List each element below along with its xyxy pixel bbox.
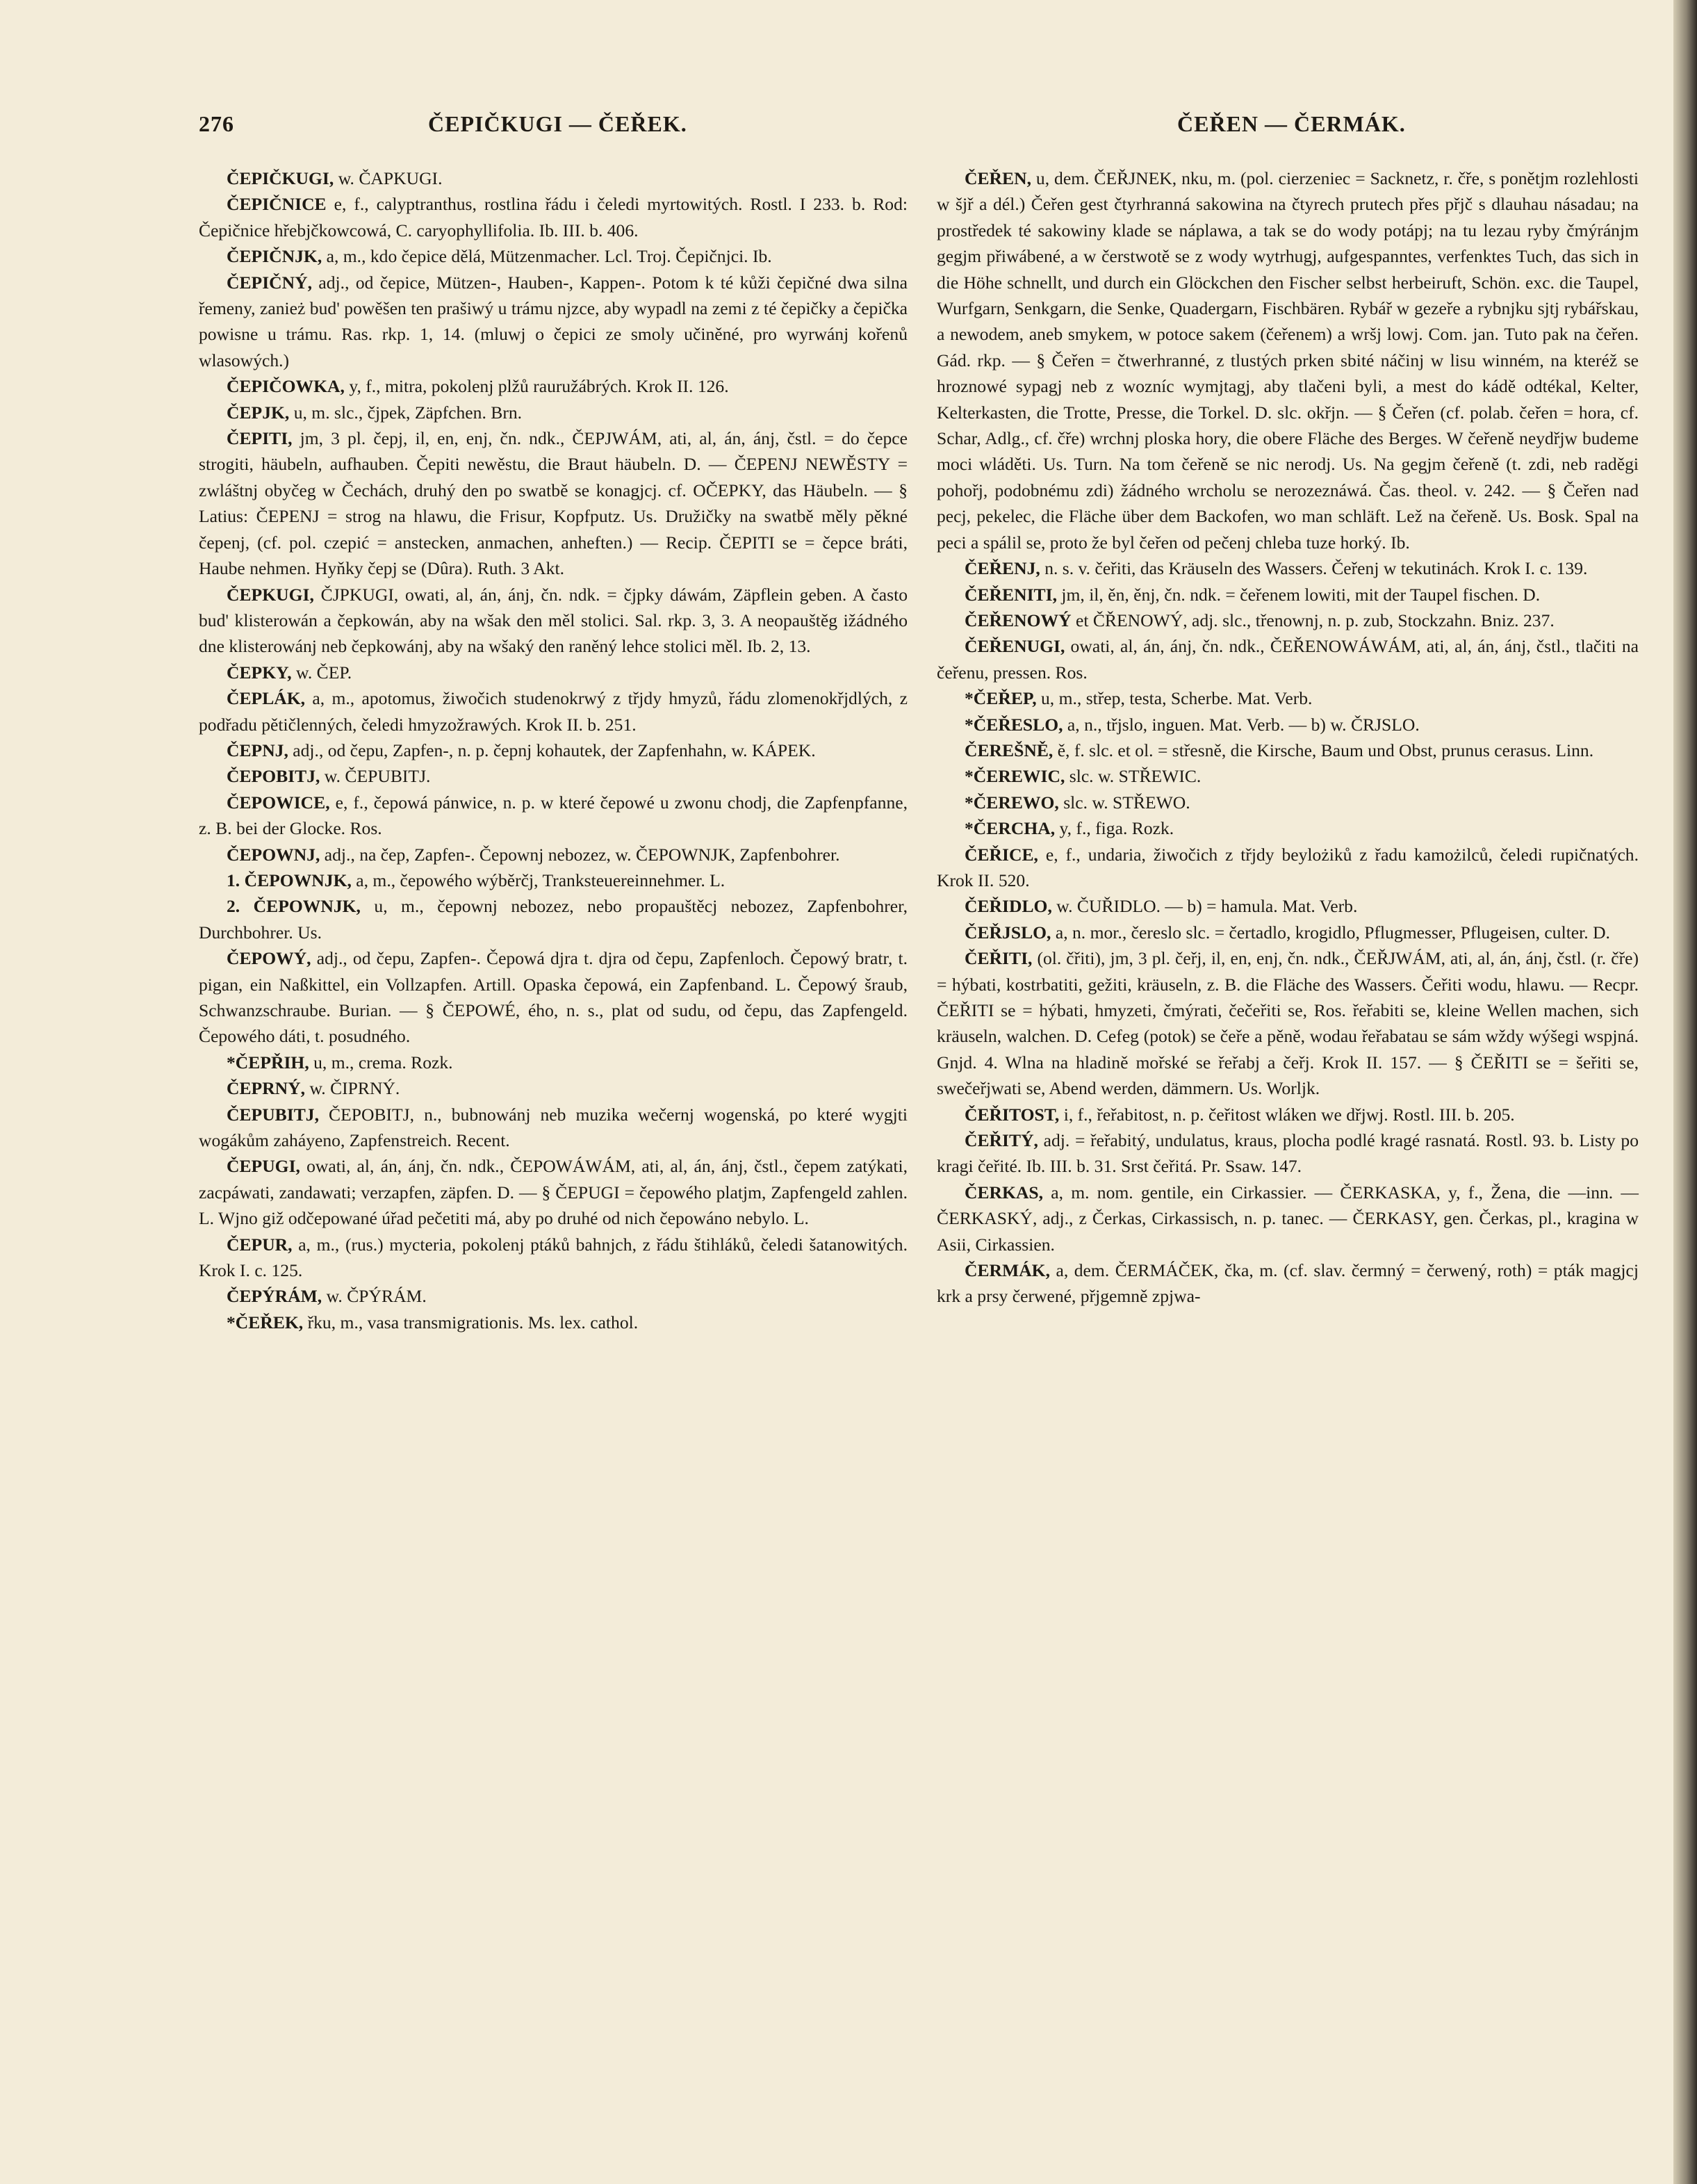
entry-headword: ČEPKY, xyxy=(227,662,292,683)
entry-definition: w. ČAPKUGI. xyxy=(334,168,443,188)
entry-definition: (ol. čřiti), jm, 3 pl. čeřj, il, en, enj, čn. ndk., ČEŘJWÁM, ati, al, án, ánj, čstl. (r. čře) = hýbati, kostrbatiti, gežiti, kräuseln, z. B. die Fläche des Wassers. Čeřiti wodu, hlawu. — Recpr. ČEŘITI se = hýbati, hmyzeti, čmýrati, čečeřiti se, Ros. řeřabiti se, kleine Wellen machen, sich kräuseln, walchen. D. Cefeg (potok) se čeře a pěně, wodau řeřabatau se sám wždy wýšegi wspjná. Gnjd. 4. Wlna na hladině mořské se řeřabj a čeřj. Krok II. 157. — § ČEŘITI se = šeřiti se, swečeřjwati se, Abend werden, dämmern. Us. Worljk. xyxy=(937,948,1639,1099)
dictionary-entry xyxy=(937,608,1639,633)
entry-definition: a, m., apotomus, žiwočich studenokrwý z třjdy hmyzů, řádu zlomenokřjdlých, z podřadu pětičlenných, čeledi hmyzožrawých. Krok II. b. 251. xyxy=(199,688,908,735)
entry-definition: jm, il, ěn, ěnj, čn. ndk. = čeřenem lowiti, mit der Taupel fischen. D. xyxy=(1056,584,1541,605)
dictionary-entry xyxy=(937,1127,1639,1180)
entry-definition: a, m., (rus.) mycteria, pokolenj ptáků bahnjch, z řádu štihláků, čeledi šatanowitých. Krok I. c. 125. xyxy=(199,1234,908,1281)
entry-headword: ČEPIČOWKA, xyxy=(227,376,345,397)
dictionary-entry xyxy=(937,893,1639,919)
entry-definition: w. ČEPUBITJ. xyxy=(320,766,431,787)
entry-headword: ČEPJK, xyxy=(227,402,290,423)
dictionary-entry xyxy=(199,400,908,425)
entry-headword: ČEŘITI, xyxy=(965,948,1033,969)
entry-headword: ČEŘJSLO, xyxy=(965,922,1051,943)
entry-definition: a, dem. ČERMÁČEK, čka, m. (cf. slav. čermný = čerwený, roth) = pták magjcj krk a prsy čerwené, přjgemně zpjwa- xyxy=(937,1260,1639,1307)
right-running-title: ČEŘEN — ČERMÁK. xyxy=(1177,111,1406,136)
dictionary-entry xyxy=(937,763,1639,789)
dictionary-entry xyxy=(199,1310,908,1335)
dictionary-entry xyxy=(199,867,908,893)
book-spine xyxy=(1673,0,1697,2184)
entry-headword: ČEŘICE, xyxy=(965,844,1038,865)
entry-definition: adj. = řeřabitý, undulatus, kraus, plocha podlé kragé rasnatá. Rostl. 93. b. Listy po kragi čeřité. Ib. III. b. 31. Srst čeřitá. Pr. Ssaw. 147. xyxy=(937,1130,1639,1177)
dictionary-entry xyxy=(937,842,1639,894)
entry-headword: ČEPIČNICE xyxy=(227,194,327,215)
entry-headword: ČEPOWNJ, xyxy=(227,844,320,865)
dictionary-entry xyxy=(937,633,1639,685)
right-page-header xyxy=(937,111,1639,153)
dictionary-entry xyxy=(199,1232,908,1284)
dictionary-entry xyxy=(937,790,1639,815)
dictionary-entry xyxy=(199,737,908,763)
left-column xyxy=(199,165,908,1335)
entry-headword: ČEŘENITI, xyxy=(965,584,1057,605)
entry-definition: a, m., čepowého wýběrčj, Tranksteuereinnehmer. L. xyxy=(351,870,725,890)
entry-headword: ČEPIČNJK, xyxy=(227,246,322,267)
entry-headword: ČEPKUGI, xyxy=(227,584,314,605)
dictionary-entry xyxy=(199,165,908,191)
dictionary-entry xyxy=(199,243,908,269)
entry-headword: *ČERCHA, xyxy=(965,818,1056,839)
entry-headword: ČEPOBITJ, xyxy=(227,766,320,787)
dictionary-entry xyxy=(937,582,1639,608)
entry-definition: u, dem. ČEŘJNEK, nku, m. (pol. cierzeniec = Sacknetz, r. čře, s ponětjm rozlehlosti w šjř a dél.) Čeřen gest čtyrhranná sakowina na čtyrech prutech přes přjč s dlauhau násadau; na prostředek té sakowiny klade se náplawa, a tak se do wody potápj; na tu lezau ryby čmýránjm gegjm přiwábené, a w čerstwotě se z wody wytrhugj, aufgespanntes, verfenktes Tuch, das sich in die Höhe schnellt, und durch ein Glöckchen den Fischer selbst herbeiruft, Schön. exc. die Taupel, Wurfgarn, Senkgarn, die Senke, Quadergarn, Fischbären. Rybář w gezeře a rybnjku sjtj rybářskau, a newodem, aneb smykem, w potoce sakem (čeřenem) a wršj lowj. Com. jan. Tuto pak na čeřen. Gád. rkp. — § Čeřen = čtwerhranné, z tlustých prken sbité náčinj w lisu winném, na kteréž se hroznowé sypagj neb z wozníc wymjtagj, aby tlačeni byli, a mest do kádě odtékal, Kelter, Kelterkasten, die Trotte, Presse, die Torkel. D. slc. okřjn. — § Čeřen (cf. polab. čeřen = hora, cf. Schar, Adlg., cf. čře) wrchnj ploska hory, die obere Fläche des Berges. W čeřeně neydřjw budeme moci wláděti. Us. Turn. Na tom čeřeně se nic nerodj. Us. Na gegjm čeřeně (t. zdi, neb raděgi pohořj, podobnému zdi) žádného wrcholu se nerozeznáwá. Čas. theol. v. 242. — § Čeřen nad pecj, pekelec, die Fläche über dem Backofen, wo man schläft. Lež na čeřeně. Us. Bosk. Spal na peci a spálil se, proto že byl čeřen od pečenj chleba tuze horký. Ib. xyxy=(937,168,1639,553)
dictionary-entry xyxy=(937,685,1639,711)
entry-definition: y, f., mitra, pokolenj plžů rauružábrých. Krok II. 126. xyxy=(344,376,729,397)
entry-headword: ČEPUGI, xyxy=(227,1156,300,1177)
entry-headword: ČEŘENOWÝ xyxy=(965,610,1072,630)
entry-definition: y, f., figa. Rozk. xyxy=(1055,818,1174,839)
entry-headword: ČERKAS, xyxy=(965,1182,1044,1203)
left-page-header xyxy=(199,111,908,153)
entry-headword: ČEPOWICE, xyxy=(227,792,330,813)
entry-definition: adj., od čepu, Zapfen-. Čepowá djra t. djra od čepu, Zapfenloch. Čepowý bratr, t. pigan, ein Naßkittel, ein Vollzapfen. Artill. Opaska čepowá, ein Zapfenband. L. Čepowý šraub, Schwanzschraube. Burian. — § ČEPOWÉ, ého, n. s., plat od sudu, od čepu, das Zapfengeld. Čepowého dáti, t. posudného. xyxy=(199,948,908,1047)
entry-definition: a, n. mor., čereslo slc. = čertadlo, krogidlo, Pflugmesser, Pflugeisen, culter. D. xyxy=(1051,922,1610,943)
entry-definition: adj., od čepu, Zapfen-, n. p. čepnj kohautek, der Zapfenhahn, w. KÁPEK. xyxy=(288,740,816,760)
entry-definition: adj., od čepice, Mützen-, Hauben-, Kappen-. Potom k té kůži čepičné dwa silna řemeny, zanież bud' powěšen ten prašiwý u trámu njzce, aby wypadl na zemi z té čepičky a čepička powisne u trámu. Ras. rkp. 1, 14. (mluwj o čepici ze smoly učiněné, pro wyrwánj kořenů wlasowých.) xyxy=(199,272,908,370)
entry-headword: *ČEŘEK, xyxy=(227,1312,304,1333)
dictionary-entry xyxy=(199,660,908,685)
dictionary-entry xyxy=(199,1153,908,1231)
entry-definition: u, m. slc., čjpek, Zäpfchen. Brn. xyxy=(289,402,523,423)
entry-headword: *ČEŘESLO, xyxy=(965,714,1063,735)
dictionary-entry xyxy=(199,191,908,243)
dictionary-entry xyxy=(937,1257,1639,1310)
entry-headword: ČEŘENUGI, xyxy=(965,636,1065,657)
dictionary-entry xyxy=(199,1102,908,1154)
entry-definition: e, f., undaria, žiwočich z třjdy beylożiků z řadu kamożilců, čeledi rupičnatých. Krok II. 520. xyxy=(937,844,1639,890)
entry-headword: *ČEPŘIH, xyxy=(227,1052,309,1073)
entry-definition: slc. w. STŘEWO. xyxy=(1058,792,1190,813)
entry-headword: ČEŘITOST, xyxy=(965,1104,1060,1125)
entry-headword: ČEPUBITJ, xyxy=(227,1104,319,1125)
entry-definition: w. ČPÝRÁM. xyxy=(322,1286,427,1307)
entry-headword: ČEREŠNĚ, xyxy=(965,740,1054,760)
left-running-title: ČEPIČKUGI — ČEŘEK. xyxy=(428,111,687,136)
dictionary-entry xyxy=(199,763,908,789)
entry-headword: 1. ČEPOWNJK, xyxy=(227,870,352,890)
entry-definition: e, f., calyptranthus, rostlina řádu i čeledi myrtowitých. Rostl. I 233. b. Rod: Čepičnice hřebjčkowcowá, C. caryophyllifolia. Ib. III. b. 406. xyxy=(199,194,908,241)
entry-headword: ČEPOWÝ, xyxy=(227,948,311,969)
entry-headword: 2. ČEPOWNJK, xyxy=(227,896,361,917)
dictionary-entry xyxy=(199,1050,908,1075)
right-column xyxy=(937,165,1639,1310)
entry-definition: owati, al, án, ánj, čn. ndk., ČEPOWÁWÁM, ati, al, án, ánj, čstl., čepem zatýkati, zacpáwati, zandawati; verzapfen, zäpfen. D. — § ČEPUGI = čepowého platjm, Zapfengeld zahlen. L. Wjno giž odčepowané úřad pečetiti má, aby po druhé od nich čepowáno nebylo. L. xyxy=(199,1156,908,1229)
dictionary-entry xyxy=(199,790,908,842)
entry-definition: a, n., třjslo, inguen. Mat. Verb. — b) w. ČRJSLO. xyxy=(1063,714,1420,735)
entry-definition: u, m., crema. Rozk. xyxy=(309,1052,453,1073)
entry-headword: ČEŘEN, xyxy=(965,168,1031,188)
entry-headword: ČEŘITÝ, xyxy=(965,1130,1038,1151)
dictionary-entry xyxy=(199,582,908,660)
entry-definition: w. ČEP. xyxy=(291,662,352,683)
dictionary-entry xyxy=(937,815,1639,841)
entry-headword: ČEPUR, xyxy=(227,1234,293,1255)
entry-headword: ČEPIČNÝ, xyxy=(227,272,312,293)
entry-definition: owati, al, án, ánj, čn. ndk., ČEŘENOWÁWÁM, ati, al, án, ánj, čstl., tlačiti na čeřenu, pressen. Ros. xyxy=(937,636,1639,683)
entry-headword: ČEŘENJ, xyxy=(965,558,1040,579)
entry-definition: adj., na čep, Zapfen-. Čepownj nebozez, w. ČEPOWNJK, Zapfenbohrer. xyxy=(320,844,840,865)
dictionary-entry xyxy=(199,1075,908,1101)
entry-definition: a, m. nom. gentile, ein Cirkassier. — ČERKASKA, y, f., Žena, die —inn. — ČERKASKÝ, adj., z Čerkas, Cirkassisch, n. p. tanec. — ČERKASY, gen. Čerkas, pl., kragina w Asii, Cirkassien. xyxy=(937,1182,1639,1255)
entry-headword: ČEPÝRÁM, xyxy=(227,1286,322,1307)
dictionary-entry xyxy=(937,945,1639,1101)
entry-definition: u, m., čepownj nebozez, nebo propauštěcj nebozez, Zapfenbohrer, Durchbohrer. Us. xyxy=(199,896,908,943)
entry-definition: ČEPOBITJ, n., bubnowánj neb muzika wečernj wogenská, po které wygjti wogákům zaháyeno, Zapfenstreich. Recent. xyxy=(199,1104,908,1151)
entry-headword: ČEŘIDLO, xyxy=(965,896,1052,917)
entry-definition: a, m., kdo čepice dělá, Mützenmacher. Lcl. Troj. Čepičnjci. Ib. xyxy=(322,246,772,267)
entry-headword: ČERMÁK, xyxy=(965,1260,1050,1281)
dictionary-entry xyxy=(199,425,908,581)
entry-definition: w. ČUŘIDLO. — b) = hamula. Mat. Verb. xyxy=(1051,896,1358,917)
dictionary-entry xyxy=(937,555,1639,581)
entry-headword: *ČEREWO, xyxy=(965,792,1059,813)
dictionary-entry xyxy=(199,685,908,737)
entry-definition: u, m., střep, testa, Scherbe. Mat. Verb. xyxy=(1036,688,1313,709)
entry-definition: et ČŘENOWÝ, adj. slc., třenownj, n. p. zub, Stockzahn. Bniz. 237. xyxy=(1071,610,1555,630)
entry-definition: i, f., řeřabitost, n. p. čeřitost wláken we dřjwj. Rostl. III. b. 205. xyxy=(1059,1104,1515,1125)
entry-definition: w. ČIPRNÝ. xyxy=(305,1078,400,1099)
entry-headword: *ČEREWIC, xyxy=(965,766,1065,787)
dictionary-entry xyxy=(937,712,1639,737)
entry-definition: jm, 3 pl. čepj, il, en, enj, čn. ndk., ČEPJWÁM, ati, al, án, ánj, čstl. = do čepce strogiti, häubeln, aufhauben. Čepiti newěstu, die Braut häubeln. D. — ČEPENJ NEWĚSTY = zwláštnj obyčeg w Čechách, druhý den po swatbě se konagjcj. cf. OČEPKY, das Häubeln. — § Latius: ČEPENJ = strog na hlawu, die Frisur, Kopfputz. Us. Družičky na swatbě měly pěkné čepenj, (cf. pol. czepić = anstecken, anmachen, anheften.) — Recip. ČEPITI se = čepce bráti, Haube nehmen. Hyňky čepj se (Dûra). Ruth. 3 Akt. xyxy=(199,428,908,579)
entry-definition: řku, m., vasa transmigrationis. Ms. lex. cathol. xyxy=(303,1312,639,1333)
dictionary-entry xyxy=(199,373,908,399)
dictionary-entry xyxy=(937,737,1639,763)
dictionary-entry xyxy=(937,920,1639,945)
entry-definition: ČJPKUGI, owati, al, án, ánj, čn. ndk. = čjpky dáwám, Zäpflein geben. A často bud' klisterowán a čepkowán, aby na wšak den měl stolici. Sal. rkp. 3, 3. A neopauštěg ižádného dne klisterowánj neb čepkowánj, aby na wšaký den raněný lehce stolici měl. Ib. 2, 13. xyxy=(199,584,908,657)
dictionary-entry xyxy=(937,1102,1639,1127)
entry-headword: ČEPRNÝ, xyxy=(227,1078,306,1099)
entry-headword: ČEPLÁK, xyxy=(227,688,306,709)
entry-headword: *ČEŘEP, xyxy=(965,688,1037,709)
dictionary-entry xyxy=(199,270,908,374)
dictionary-entry xyxy=(937,1180,1639,1257)
page-number: 276 xyxy=(199,111,234,136)
dictionary-entry xyxy=(199,945,908,1050)
entry-headword: ČEPIČKUGI, xyxy=(227,168,334,188)
dictionary-entry xyxy=(199,842,908,867)
dictionary-entry xyxy=(937,165,1639,555)
dictionary-entry xyxy=(199,893,908,945)
entry-headword: ČEPNJ, xyxy=(227,740,288,760)
entry-headword: ČEPITI, xyxy=(227,428,293,449)
entry-definition: slc. w. STŘEWIC. xyxy=(1065,766,1202,787)
entry-definition: ě, f. slc. et ol. = střesně, die Kirsche, Baum und Obst, prunus cerasus. Linn. xyxy=(1053,740,1594,760)
entry-definition: n. s. v. čeřiti, das Kräuseln des Wassers. Čeřenj w tekutinách. Krok I. c. 139. xyxy=(1040,558,1588,579)
dictionary-entry xyxy=(199,1283,908,1309)
entry-definition: e, f., čepowá pánwice, n. p. w které čepowé u zwonu chodj, die Zapfenpfanne, z. B. bei der Glocke. Ros. xyxy=(199,792,908,839)
